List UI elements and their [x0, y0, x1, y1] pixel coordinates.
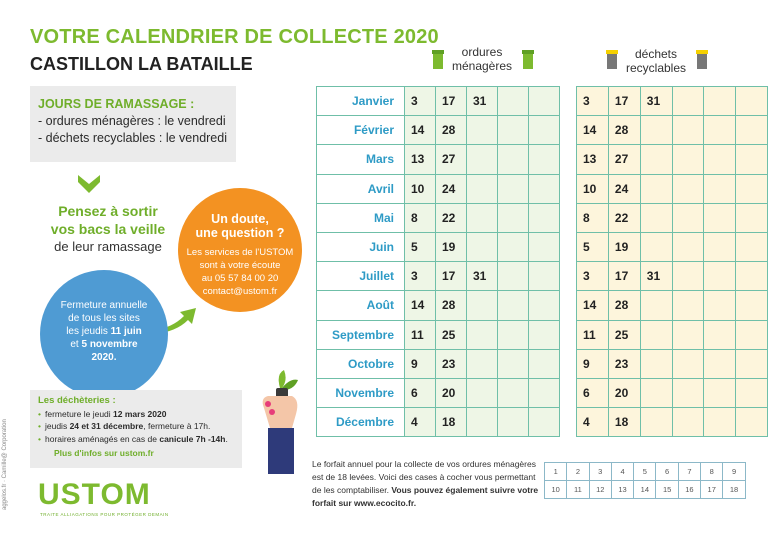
empty-cell — [498, 320, 529, 349]
month-name: Janvier — [317, 87, 405, 116]
month-name: Août — [317, 291, 405, 320]
empty-cell — [736, 145, 768, 174]
empty-cell — [736, 349, 768, 378]
closure-line-3: les jeudis — [66, 326, 111, 337]
recycling-item-2-text: jeudis — [44, 421, 70, 431]
empty-cell — [672, 408, 704, 437]
closure-bubble — [40, 270, 168, 398]
empty-cell — [672, 378, 704, 407]
month-name: Juin — [317, 232, 405, 261]
question-line-1: Un doute, — [211, 212, 269, 226]
logo-tagline: TRAITE ALLIAGATIONS POUR PROTÉGER DEMAIN — [40, 512, 169, 517]
pickup-date — [467, 408, 498, 437]
pickup-date: 17 — [436, 87, 467, 116]
forfait-website: Vous pouvez également suivre votre forfait sur www.ecocito.fr. — [312, 485, 539, 508]
empty-cell — [704, 349, 736, 378]
reminder-line-2: vos bacs la veille — [50, 221, 166, 237]
table-row — [317, 232, 560, 261]
pickup-date: 3 — [577, 262, 609, 291]
empty-cell — [704, 408, 736, 437]
empty-cell — [704, 320, 736, 349]
empty-cell — [736, 262, 768, 291]
table-row — [577, 320, 768, 349]
empty-cell — [704, 203, 736, 232]
ustom-logo: USTOM — [38, 478, 151, 511]
pickup-date: 28 — [608, 291, 640, 320]
pickup-checkbox[interactable]: 18 — [723, 481, 745, 499]
month-name: Novembre — [317, 378, 405, 407]
empty-cell — [672, 232, 704, 261]
pickup-date: 11 — [577, 320, 609, 349]
empty-cell — [529, 378, 560, 407]
pickup-date: 25 — [436, 320, 467, 349]
recycling-centers-box — [30, 390, 242, 468]
pickup-checkbox[interactable]: 15 — [656, 481, 678, 499]
table-row — [577, 232, 768, 261]
empty-cell — [529, 408, 560, 437]
pickup-date: 23 — [608, 349, 640, 378]
pickup-date — [640, 291, 672, 320]
empty-cell — [529, 116, 560, 145]
recyclable-waste-header — [620, 47, 692, 75]
table-row — [317, 408, 560, 437]
pickup-checkbox[interactable]: 11 — [567, 481, 589, 499]
pickup-date: 19 — [608, 232, 640, 261]
empty-cell — [672, 87, 704, 116]
checkbox-row — [545, 463, 746, 481]
question-bubble — [178, 188, 302, 312]
empty-cell — [498, 262, 529, 291]
pickup-date: 17 — [436, 262, 467, 291]
pickup-date — [640, 320, 672, 349]
pickup-date: 22 — [608, 203, 640, 232]
empty-cell — [704, 145, 736, 174]
table-row — [577, 203, 768, 232]
pickup-date: 4 — [577, 408, 609, 437]
pickup-checkbox[interactable]: 10 — [545, 481, 567, 499]
table-row — [317, 262, 560, 291]
empty-cell — [672, 320, 704, 349]
month-name: Mars — [317, 145, 405, 174]
collection-days-box — [30, 86, 236, 162]
table-row — [577, 145, 768, 174]
household-header-line-1: ordures — [461, 45, 503, 59]
yellow-bin-icon — [696, 48, 708, 70]
pickup-date — [640, 116, 672, 145]
pickup-checkbox[interactable]: 17 — [701, 481, 723, 499]
month-name: Décembre — [317, 408, 405, 437]
empty-cell — [529, 320, 560, 349]
empty-cell — [704, 378, 736, 407]
collection-days-heading: JOURS DE RAMASSAGE : — [38, 97, 195, 111]
empty-cell — [529, 232, 560, 261]
empty-cell — [498, 145, 529, 174]
pickup-date: 17 — [608, 87, 640, 116]
pickup-date: 25 — [608, 320, 640, 349]
empty-cell — [529, 145, 560, 174]
recycling-item-3-text: horaires aménagés en cas de — [44, 433, 160, 444]
pickup-date: 19 — [436, 232, 467, 261]
pickup-date: 31 — [467, 87, 498, 116]
pickup-checkbox[interactable]: 4 — [611, 463, 633, 481]
pickup-date: 14 — [577, 116, 609, 145]
forfait-text — [312, 458, 544, 510]
pickup-date: 27 — [436, 145, 467, 174]
month-name: Septembre — [317, 320, 405, 349]
empty-cell — [736, 87, 768, 116]
pickup-date — [467, 349, 498, 378]
closure-line-1: Fermeture annuelle — [60, 300, 148, 311]
pickup-date: 14 — [577, 291, 609, 320]
pickup-date: 10 — [405, 174, 436, 203]
recycling-item-3-hours: canicule 7h -14h — [159, 433, 226, 444]
reminder-line-3: de leur ramassage — [54, 239, 162, 254]
table-row — [577, 291, 768, 320]
recycling-item-2-date: 24 et 31 décembre — [69, 421, 144, 431]
table-row — [317, 87, 560, 116]
empty-cell — [672, 291, 704, 320]
table-row — [577, 378, 768, 407]
empty-cell — [498, 408, 529, 437]
table-row — [317, 116, 560, 145]
chevron-down-icon — [78, 175, 100, 193]
pickup-date: 20 — [608, 378, 640, 407]
month-name: Avril — [317, 174, 405, 203]
pickup-date: 24 — [608, 174, 640, 203]
pickup-date: 3 — [577, 87, 609, 116]
recyclable-calendar-table — [576, 86, 768, 437]
empty-cell — [529, 262, 560, 291]
pickup-checkbox[interactable]: 8 — [701, 463, 723, 481]
pickup-date: 3 — [405, 87, 436, 116]
pickup-date: 8 — [577, 203, 609, 232]
pickup-date: 5 — [577, 232, 609, 261]
table-row — [317, 203, 560, 232]
household-header-line-2: ménagères — [451, 59, 513, 73]
table-row — [577, 116, 768, 145]
empty-cell — [736, 320, 768, 349]
table-row — [317, 378, 560, 407]
recycling-item-1-text: fermeture le jeudi — [44, 408, 114, 419]
table-row — [317, 291, 560, 320]
recycling-item-1 — [38, 408, 242, 421]
pickup-checkbox[interactable]: 1 — [545, 463, 567, 481]
pickup-checkbox-grid — [544, 462, 746, 499]
pickup-date: 24 — [436, 174, 467, 203]
pickup-date — [640, 174, 672, 203]
recycling-item-2 — [38, 420, 242, 433]
question-text-1: Les services de l'USTOM — [186, 247, 294, 258]
pickup-date: 31 — [467, 262, 498, 291]
pickup-date — [640, 378, 672, 407]
closure-year: 2020. — [91, 352, 117, 363]
empty-cell — [736, 408, 768, 437]
empty-cell — [529, 291, 560, 320]
pickup-date — [467, 145, 498, 174]
month-name: Février — [317, 116, 405, 145]
pickup-date: 17 — [608, 262, 640, 291]
checkbox-row — [545, 481, 746, 499]
reminder-line-1: Pensez à sortir — [58, 203, 158, 219]
pickup-date — [467, 232, 498, 261]
yellow-bin-icon — [606, 48, 618, 70]
question-text-2: sont à votre écoute — [199, 260, 281, 271]
pickup-date: 23 — [436, 349, 467, 378]
pickup-date — [467, 291, 498, 320]
empty-cell — [736, 291, 768, 320]
table-row — [577, 349, 768, 378]
month-name: Mai — [317, 203, 405, 232]
pickup-checkbox[interactable]: 7 — [678, 463, 700, 481]
pickup-date: 4 — [405, 408, 436, 437]
table-row — [317, 320, 560, 349]
green-bin-icon — [432, 48, 444, 70]
recycling-item-2-suffix: , fermeture à 17h. — [143, 421, 211, 431]
recycling-item-3 — [38, 433, 242, 446]
forfait-description: Le forfait annuel pour la collecte de vos ordures ménagères est de 18 levées. Voici des cases à cocher vous permettant de les comptabiliser. — [312, 459, 536, 495]
pickup-date — [640, 349, 672, 378]
pickup-date — [640, 232, 672, 261]
pickup-date — [640, 145, 672, 174]
recyclable-header-line-1: déchets — [634, 47, 678, 61]
empty-cell — [529, 87, 560, 116]
town-name: CASTILLON LA BATAILLE — [30, 54, 253, 74]
recycling-item-3-suffix: . — [225, 433, 228, 444]
pickup-date: 18 — [436, 408, 467, 437]
empty-cell — [498, 378, 529, 407]
empty-cell — [672, 349, 704, 378]
recycling-centers-heading: Les déchèteries : — [38, 395, 116, 406]
empty-cell — [704, 116, 736, 145]
empty-cell — [736, 116, 768, 145]
pickup-date: 6 — [405, 378, 436, 407]
pickup-date: 13 — [577, 145, 609, 174]
pickup-checkbox[interactable]: 2 — [567, 463, 589, 481]
pickup-checkbox[interactable]: 12 — [589, 481, 611, 499]
empty-cell — [736, 378, 768, 407]
pickup-date: 27 — [608, 145, 640, 174]
pickup-date: 5 — [405, 232, 436, 261]
phone-number: au 05 57 84 00 20 — [201, 273, 279, 284]
table-row — [577, 174, 768, 203]
pickup-date: 28 — [608, 116, 640, 145]
pickup-date — [467, 378, 498, 407]
empty-cell — [672, 203, 704, 232]
empty-cell — [498, 291, 529, 320]
pickup-checkbox[interactable]: 13 — [611, 481, 633, 499]
more-info-link[interactable]: Plus d'infos sur ustom.fr — [54, 448, 154, 458]
table-row — [317, 174, 560, 203]
page-title: VOTRE CALENDRIER DE COLLECTE 2020 — [30, 26, 439, 48]
empty-cell — [736, 232, 768, 261]
pickup-checkbox[interactable]: 6 — [656, 463, 678, 481]
contact-email: contact@ustom.fr — [202, 286, 278, 297]
pickup-date: 31 — [640, 87, 672, 116]
empty-cell — [704, 291, 736, 320]
pickup-date — [640, 408, 672, 437]
pickup-date: 9 — [577, 349, 609, 378]
table-row — [577, 87, 768, 116]
empty-cell — [736, 174, 768, 203]
pickup-checkbox[interactable]: 9 — [723, 463, 745, 481]
empty-cell — [672, 145, 704, 174]
pickup-date: 14 — [405, 291, 436, 320]
empty-cell — [529, 203, 560, 232]
closure-line-4: et — [70, 339, 82, 350]
recyclable-header-line-2: recyclables — [625, 61, 687, 75]
pickup-checkbox[interactable]: 14 — [634, 481, 656, 499]
closure-date-2: 5 novembre — [81, 339, 138, 350]
pickup-date: 20 — [436, 378, 467, 407]
hand-plant-illustration — [256, 368, 302, 474]
empty-cell — [498, 203, 529, 232]
collection-days-recyclable: - déchets recyclables : le vendredi — [38, 131, 227, 145]
credit-text: aggelos.fr · Camille@ Corporation — [2, 419, 8, 510]
reminder-text — [18, 202, 198, 256]
pickup-date: 8 — [405, 203, 436, 232]
empty-cell — [672, 262, 704, 291]
pickup-date: 3 — [405, 262, 436, 291]
empty-cell — [672, 174, 704, 203]
collection-days-household: - ordures ménagères : le vendredi — [38, 114, 226, 128]
green-bin-icon — [522, 48, 534, 70]
empty-cell — [498, 232, 529, 261]
pickup-date: 13 — [405, 145, 436, 174]
pickup-date — [467, 116, 498, 145]
table-row — [317, 145, 560, 174]
question-line-2: une question ? — [195, 226, 285, 240]
household-calendar-table — [316, 86, 560, 437]
pickup-checkbox[interactable]: 5 — [634, 463, 656, 481]
empty-cell — [672, 116, 704, 145]
pickup-date: 14 — [405, 116, 436, 145]
empty-cell — [498, 174, 529, 203]
pickup-date — [467, 174, 498, 203]
pickup-date: 22 — [436, 203, 467, 232]
empty-cell — [704, 262, 736, 291]
empty-cell — [529, 349, 560, 378]
pickup-date: 9 — [405, 349, 436, 378]
pickup-date: 18 — [608, 408, 640, 437]
pickup-date: 31 — [640, 262, 672, 291]
empty-cell — [498, 87, 529, 116]
empty-cell — [529, 174, 560, 203]
table-row — [577, 262, 768, 291]
empty-cell — [704, 174, 736, 203]
month-name: Octobre — [317, 349, 405, 378]
closure-line-2: de tous les sites — [68, 313, 140, 324]
pickup-date — [467, 203, 498, 232]
household-waste-header — [446, 45, 518, 73]
empty-cell — [736, 203, 768, 232]
pickup-checkbox[interactable]: 16 — [678, 481, 700, 499]
empty-cell — [704, 232, 736, 261]
empty-cell — [498, 116, 529, 145]
pickup-date: 28 — [436, 116, 467, 145]
empty-cell — [704, 87, 736, 116]
empty-cell — [498, 349, 529, 378]
month-name: Juillet — [317, 262, 405, 291]
pickup-date: 10 — [577, 174, 609, 203]
table-row — [577, 408, 768, 437]
pickup-checkbox[interactable]: 3 — [589, 463, 611, 481]
pickup-date: 28 — [436, 291, 467, 320]
recycling-item-1-date: 12 mars 2020 — [113, 408, 167, 419]
closure-date-1: 11 juin — [110, 326, 142, 337]
pickup-date: 6 — [577, 378, 609, 407]
pickup-date — [640, 203, 672, 232]
table-row — [317, 349, 560, 378]
pickup-date — [467, 320, 498, 349]
pickup-date: 11 — [405, 320, 436, 349]
